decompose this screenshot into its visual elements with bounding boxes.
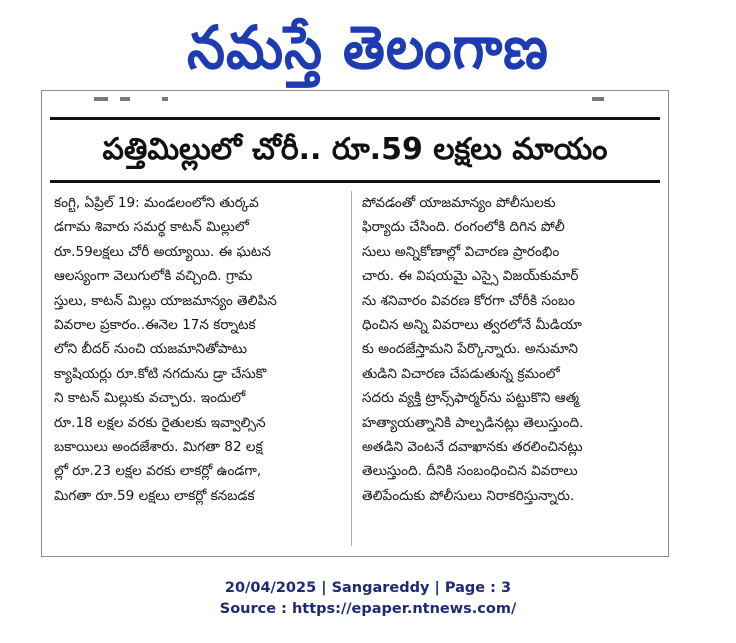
article-text-line: సులు అన్నికోణాల్లో విచారణ ప్రారంభిం	[362, 243, 560, 260]
article-clipping	[41, 90, 669, 557]
article-text-line: చారు. ఈ విషయమై ఎస్సై విజయ్‌కుమార్	[362, 268, 579, 285]
article-text-line: క్యాషియర్లు రూ.కోటి నగదును డ్రా చేసుకొ	[54, 365, 267, 382]
article-headline: పత్తిమిల్లులో చోరీ.. రూ.59 లక్షలు మాయం	[50, 117, 660, 183]
article-column-left	[54, 191, 344, 551]
article-text-line: కంగ్టి, ఏప్రిల్ 19: మండలంలోని తుర్కవ	[54, 195, 259, 211]
article-text-line: ను శనివారం వివరణ కోరగా చోరీకి సంబం	[362, 292, 575, 309]
article-text-line: అతడిని వెంటనే దవాఖానకు తరలించినట్లు	[362, 438, 583, 455]
article-text-line: వివరాల ప్రకారం..ఈనెల 17న కర్నాటక	[54, 316, 256, 333]
article-text-line: తెలిపేందుకు పోలీసులు నిరాకరిస్తున్నారు.	[362, 487, 575, 504]
article-text-line: తెలుస్తుంది. దీనికి సంబంధించిన వివరాలు	[362, 463, 578, 480]
article-text-line: ధించిన అన్ని వివరాలు త్వరలోనే మీడియా	[362, 316, 582, 333]
article-text-line: డగామ శివారు సమర్థ కాటన్ మిల్లులో	[54, 219, 249, 236]
source-line: Source : https://epaper.ntnews.com/	[219, 601, 517, 617]
article-text-line: తుడిని విచారణ చేపడుతున్న క్రమంలో	[362, 365, 560, 382]
article-text-line: ఫిర్యాదు చేసింది. రంగంలోకి దిగిన పోలీ	[362, 219, 565, 236]
article-text-line: బకాయిలు అందజేశారు. మిగతా 82 లక్ష	[54, 438, 263, 455]
article-text-line: కు అందజేస్తామని పేర్కొన్నారు. అనుమాని	[362, 341, 578, 358]
article-text-line: ఆలస్యంగా వెలుగులోకి వచ్చింది. గ్రామ	[54, 268, 253, 285]
article-text-line: రూ.59లక్షలు చోరీ అయ్యాయి. ఈ ఘటన	[54, 243, 271, 260]
article-text-line: స్తులు, కాటన్ మిల్లు యాజమాన్యం తెలిపిన	[54, 292, 277, 309]
article-text-line: పోవడంతో యాజమాన్యం పోలీసులకు	[362, 195, 556, 211]
newspaper-masthead: నమస్తే తెలంగాణ	[187, 12, 549, 83]
column-divider	[351, 191, 352, 546]
article-text-line: ల్లో రూ.23 లక్షల వరకు లాకర్లో ఉండగా,	[54, 463, 262, 480]
clipping-info-line: 20/04/2025 | Sangareddy | Page : 3	[224, 580, 512, 596]
article-text-line: హత్యాయత్నానికి పాల్పడినట్లు తెలుస్తుంది.	[362, 414, 584, 431]
article-column-right	[362, 191, 652, 551]
article-text-line: సదరు వ్యక్తి ట్రాన్స్‌ఫార్మర్‌ను పట్టుకొని ఆత్మ	[362, 390, 580, 407]
article-text-line: ని కాటన్ మిల్లుకు వచ్చారు. ఇందులో	[54, 390, 246, 407]
cropped-text-strip	[42, 91, 668, 109]
article-text-line: రూ.18 లక్షల వరకు రైతులకు ఇవ్వాల్సిన	[54, 414, 266, 431]
article-text-line: మిగతా రూ.59 లక్షలు లాకర్లో కనబడక	[54, 487, 255, 504]
article-text-line: లోని బీదర్ నుంచి యజమానితోపాటు	[54, 341, 248, 358]
